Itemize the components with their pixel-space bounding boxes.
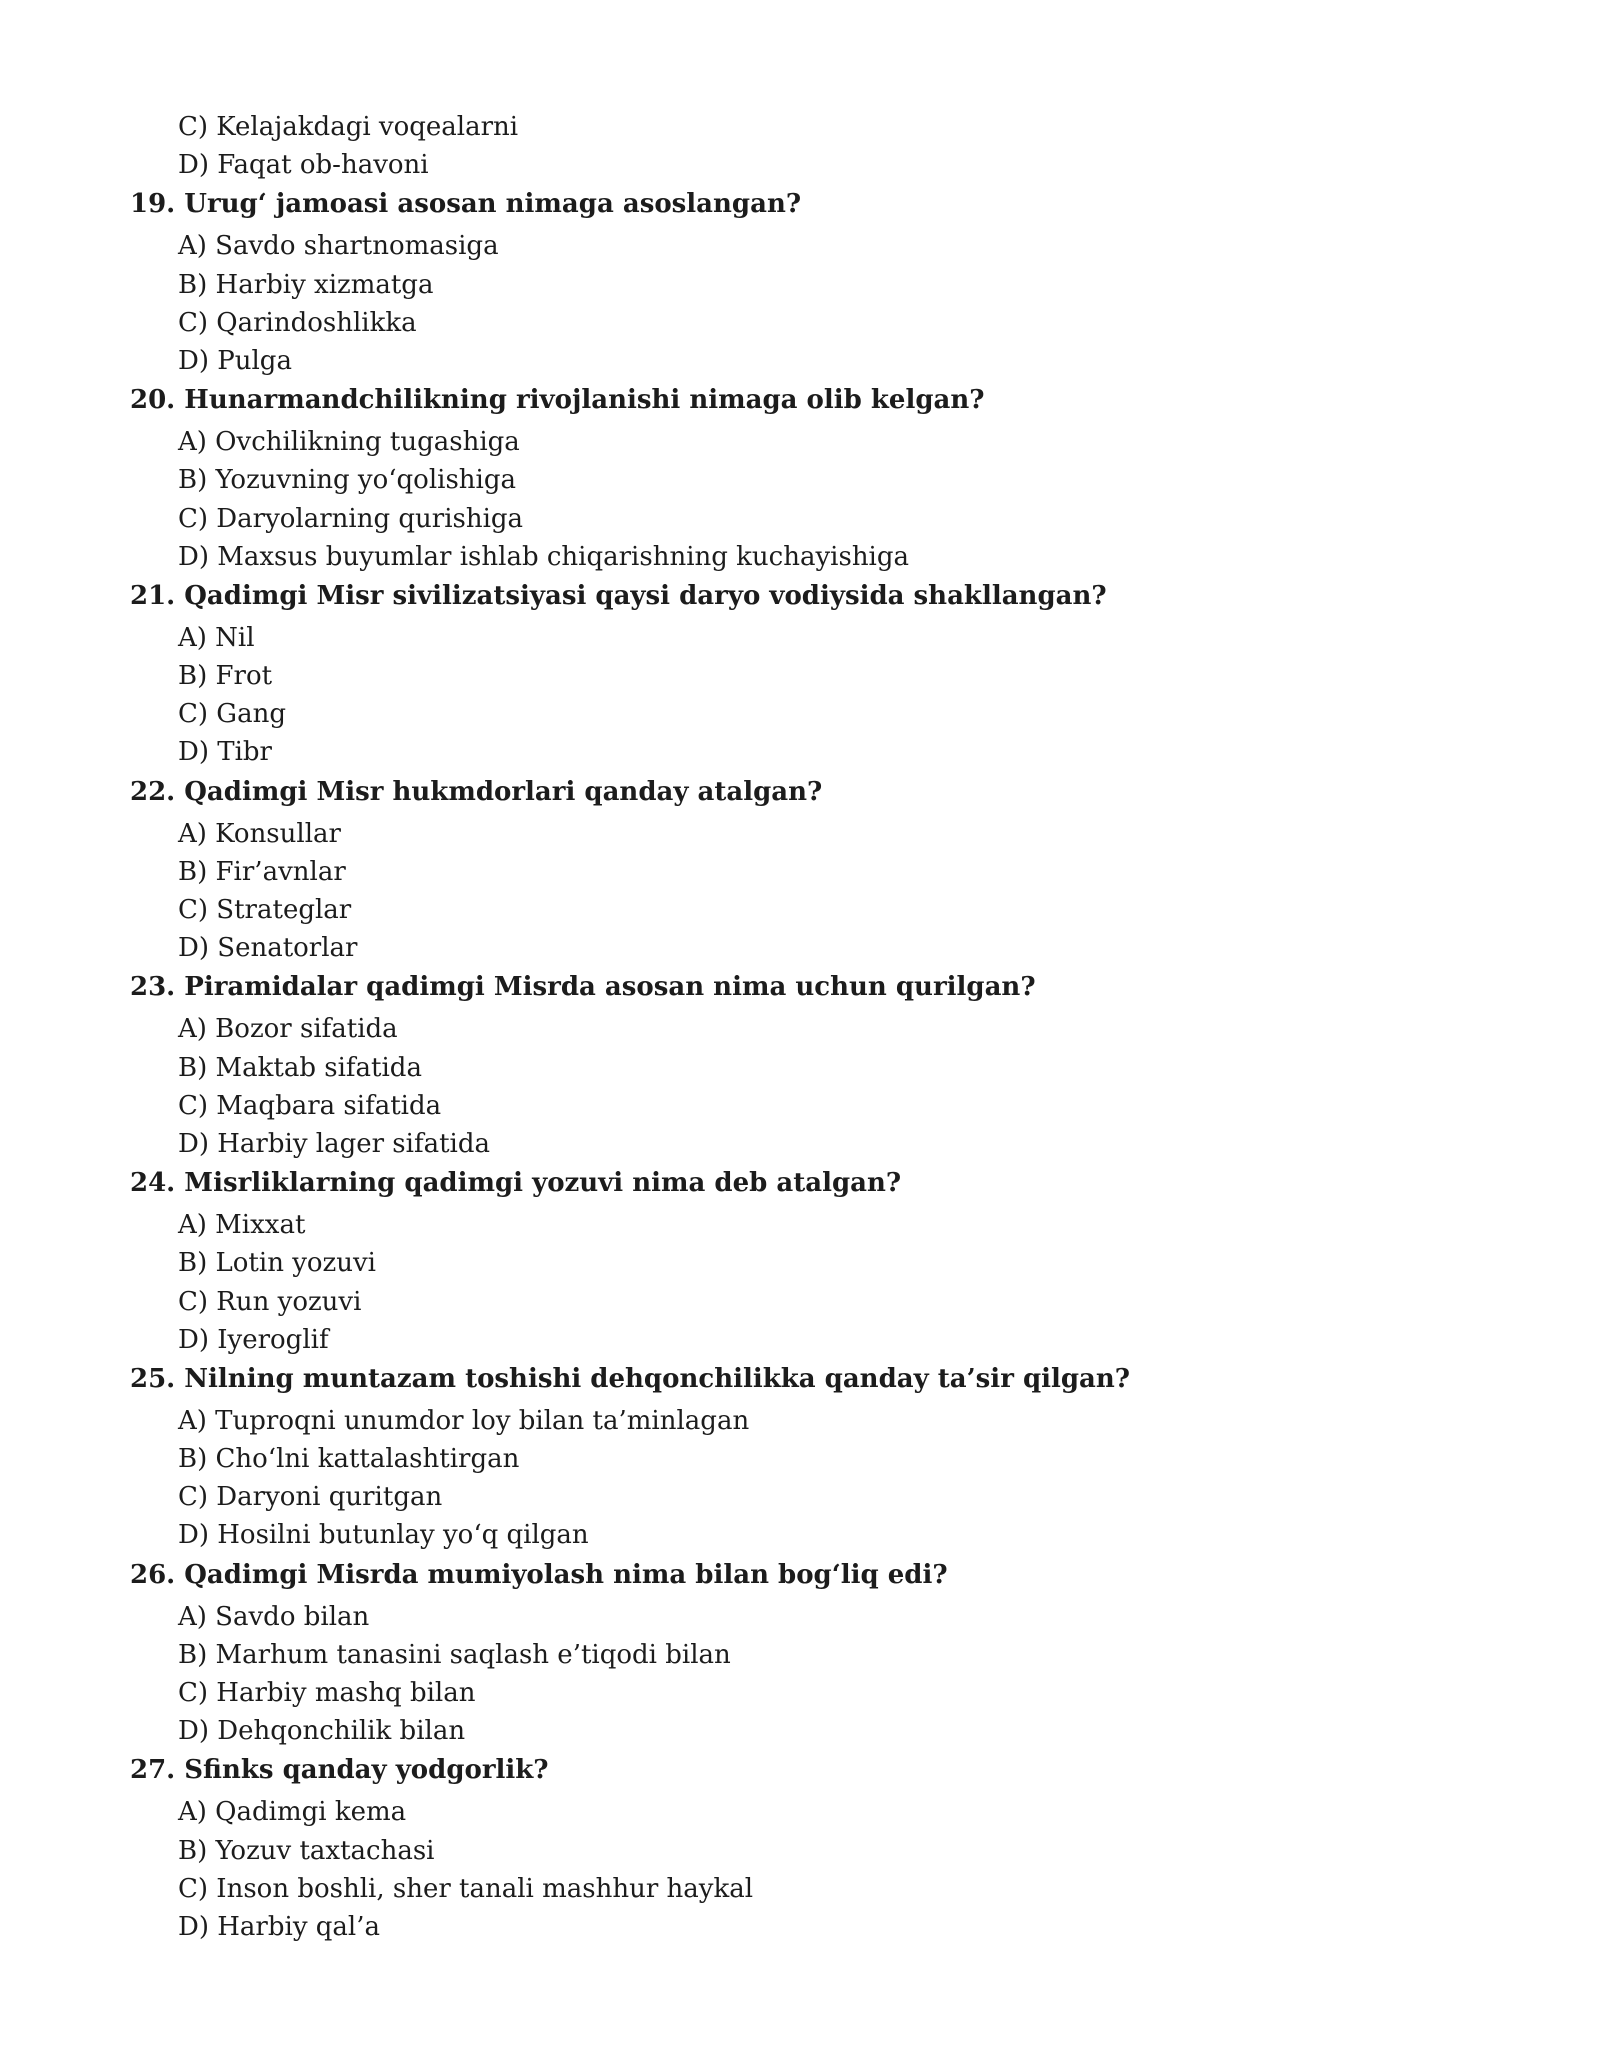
question-21: 21. Qadimgi Misr sivilizatsiyasi qaysi daryo vodiysida shakllangan? <box>130 580 1107 611</box>
answer-option: D) Maxsus buyumlar ishlab chiqarishning kuchayishiga <box>178 541 910 572</box>
answer-option: D) Iyeroglif <box>178 1324 329 1355</box>
question-24: 24. Misrliklarning qadimgi yozuvi nima deb atalgan? <box>130 1168 902 1199</box>
answer-option: B) Yozuv taxtachasi <box>178 1835 435 1866</box>
answer-option: D) Tibr <box>178 737 272 768</box>
answer-option: A) Bozor sifatida <box>178 1014 398 1045</box>
answer-option: B) Harbiy xizmatga <box>178 269 434 300</box>
answer-option: A) Mixxat <box>178 1210 306 1241</box>
question-19: 19. Urug‘ jamoasi asosan nimaga asoslangan? <box>130 189 802 220</box>
answer-option: D) Faqat ob-havoni <box>178 150 429 181</box>
answer-option: C) Daryolarning qurishiga <box>178 503 524 534</box>
answer-option: A) Savdo bilan <box>178 1601 370 1632</box>
answer-option: A) Konsullar <box>178 818 341 849</box>
question-23: 23. Piramidalar qadimgi Misrda asosan nima uchun qurilgan? <box>130 972 1036 1003</box>
question-26: 26. Qadimgi Misrda mumiyolash nima bilan bog‘liq edi? <box>130 1559 948 1590</box>
answer-option: C) Harbiy mashq bilan <box>178 1678 476 1708</box>
answer-option: B) Yozuvning yo‘qolishiga <box>178 465 516 496</box>
answer-option: D) Harbiy lager sifatida <box>178 1128 490 1159</box>
answer-option: B) Lotin yozuvi <box>178 1248 376 1279</box>
answer-option: D) Harbiy qal’a <box>178 1911 380 1942</box>
answer-option: C) Gang <box>178 699 286 730</box>
answer-option: C) Daryoni quritgan <box>178 1482 443 1513</box>
answer-option: A) Qadimgi kema <box>178 1797 407 1828</box>
answer-option: C) Run yozuvi <box>178 1286 362 1317</box>
answer-option: C) Kelajakdagi voqealarni <box>178 112 519 142</box>
answer-option: C) Qarindoshlikka <box>178 307 417 338</box>
answer-option: D) Hosilni butunlay yo‘q qilgan <box>178 1520 589 1551</box>
question-20: 20. Hunarmandchilikning rivojlanishi nimaga olib kelgan? <box>130 385 985 416</box>
answer-option: A) Ovchilikning tugashiga <box>178 427 520 458</box>
answer-option: D) Pulga <box>178 345 292 376</box>
answer-option: A) Tuproqni unumdor loy bilan ta’minlagan <box>178 1405 750 1436</box>
question-27: 27. Sfinks qanday yodgorlik? <box>130 1755 549 1786</box>
answer-option: B) Frot <box>178 661 273 692</box>
answer-option: D) Dehqonchilik bilan <box>178 1716 466 1747</box>
answer-option: B) Fir’avnlar <box>178 856 346 887</box>
answer-option: C) Strateglar <box>178 895 352 925</box>
question-22: 22. Qadimgi Misr hukmdorlari qanday atalgan? <box>130 776 823 807</box>
answer-option: B) Cho‘lni kattalashtirgan <box>178 1444 520 1475</box>
question-25: 25. Nilning muntazam toshishi dehqonchilikka qanday ta’sir qilgan? <box>130 1363 1131 1394</box>
answer-option: A) Nil <box>178 622 255 653</box>
answer-option: B) Marhum tanasini saqlash e’tiqodi bilan <box>178 1639 731 1670</box>
question-list <box>130 108 1430 1946</box>
answer-option: A) Savdo shartnomasiga <box>178 231 499 262</box>
answer-option: C) Inson boshli, sher tanali mashhur haykal <box>178 1873 754 1904</box>
answer-option: C) Maqbara sifatida <box>178 1090 442 1121</box>
answer-option: D) Senatorlar <box>178 933 358 964</box>
answer-option: B) Maktab sifatida <box>178 1052 422 1083</box>
